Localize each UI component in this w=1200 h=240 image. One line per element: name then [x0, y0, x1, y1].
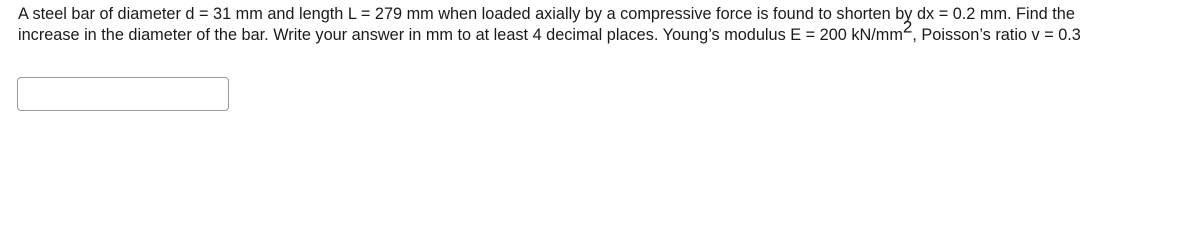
answer-input[interactable]	[17, 77, 229, 111]
question-line-2-end: , Poisson’s ratio v = 0.3	[912, 26, 1081, 44]
unit-exponent: 2	[902, 17, 913, 37]
question-text	[18, 4, 1188, 46]
question-line-1: A steel bar of diameter d = 31 mm and length L = 279 mm when loaded axially by a compressive force is found to shorten by dx = 0.2 mm. Find the	[18, 5, 1075, 23]
question-line-2: increase in the diameter of the bar. Write your answer in mm to at least 4 decimal places. Young’s modulus E = 200 kN/mm	[18, 26, 903, 44]
